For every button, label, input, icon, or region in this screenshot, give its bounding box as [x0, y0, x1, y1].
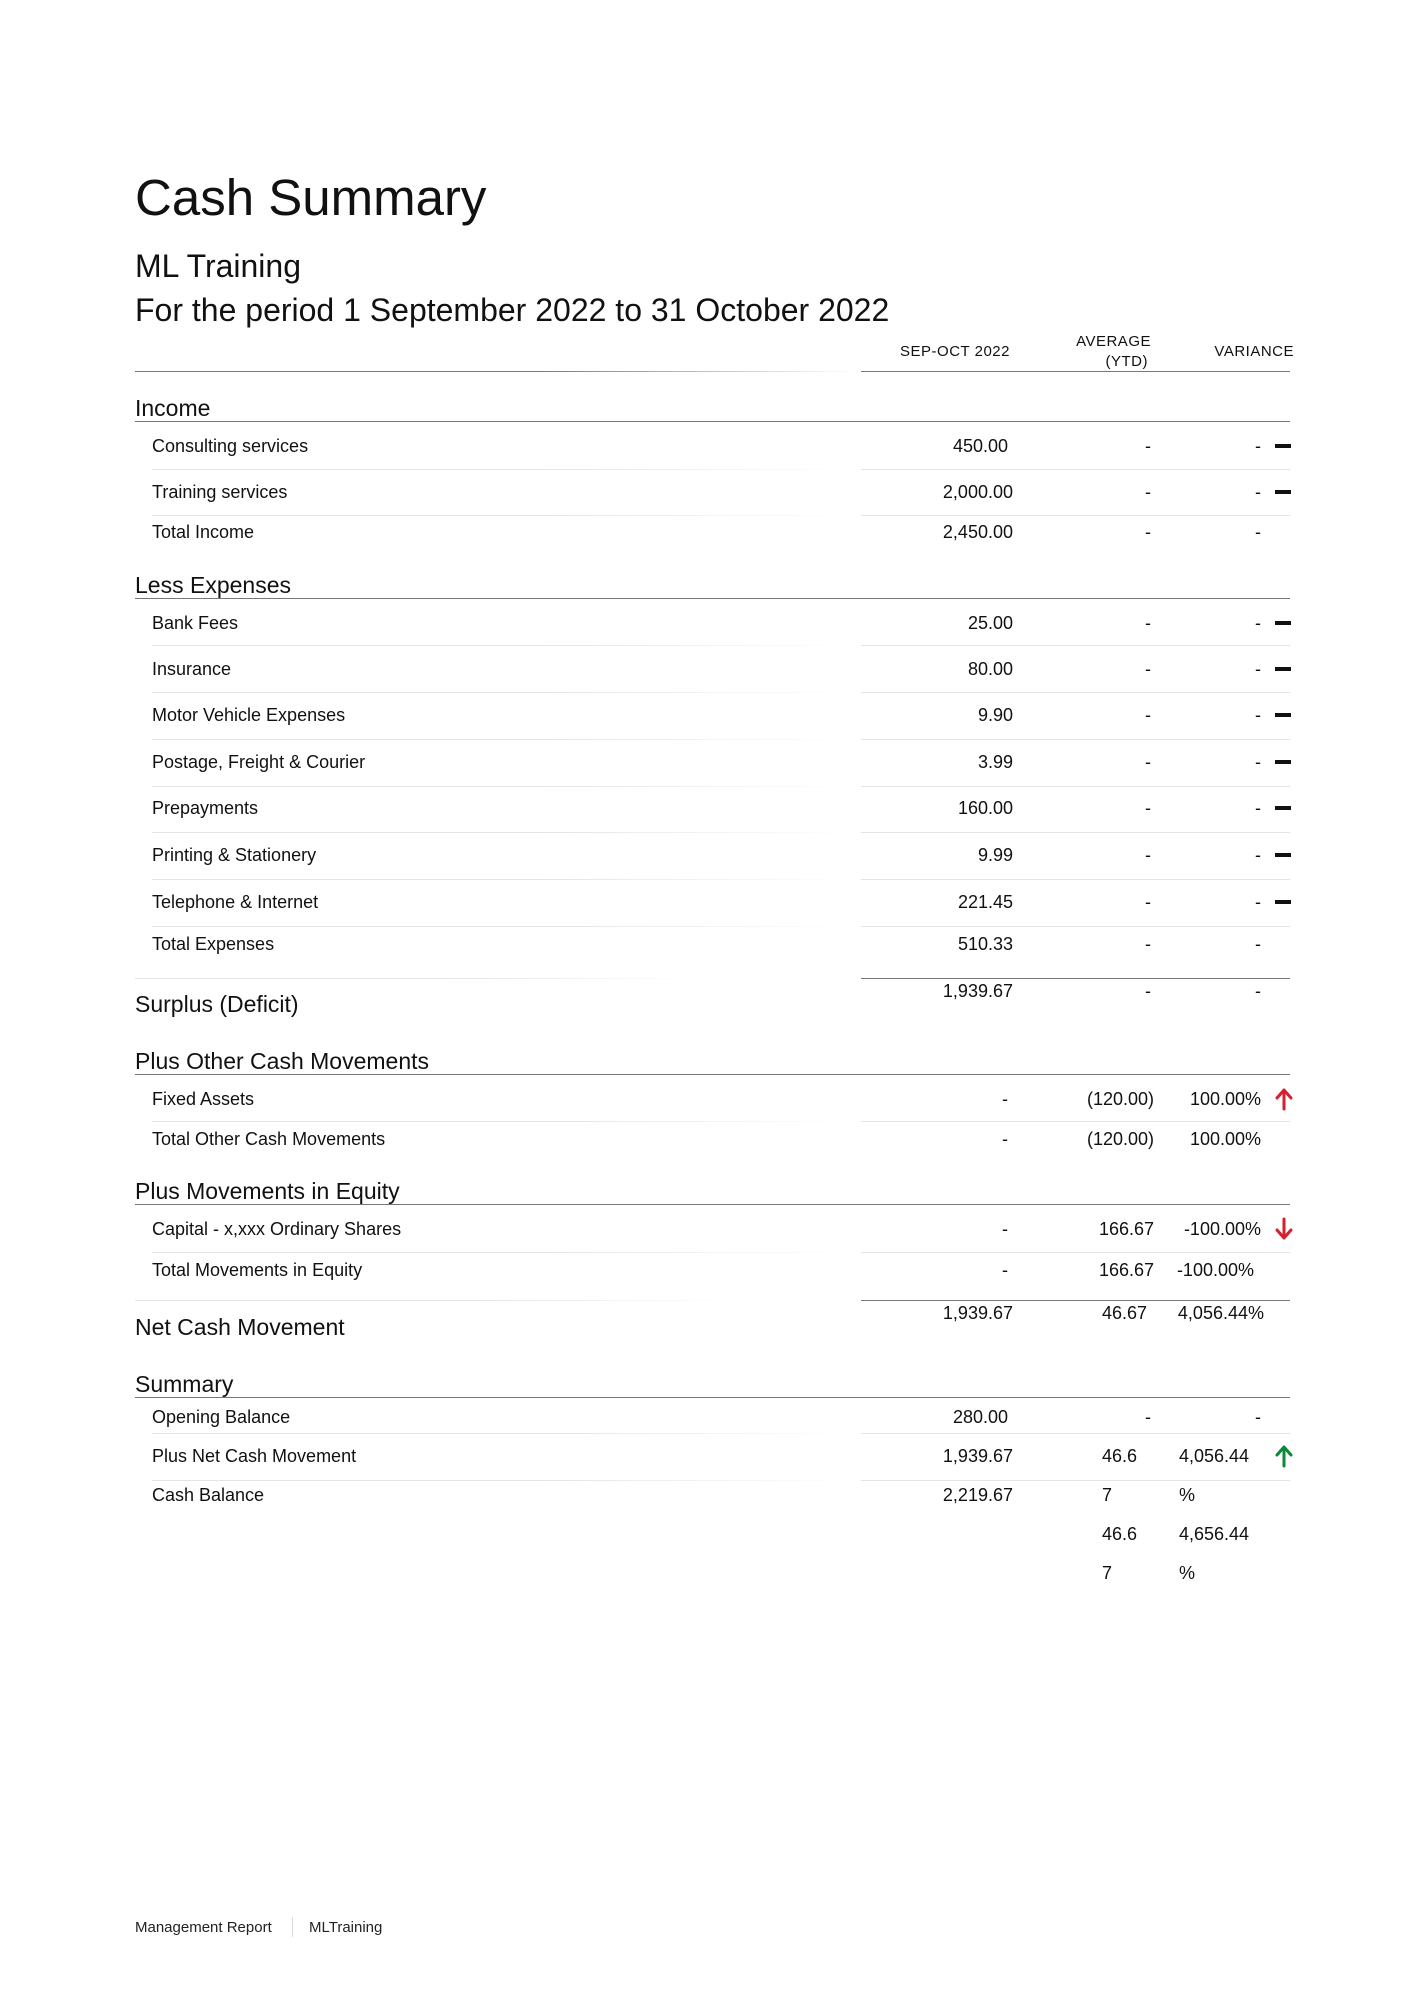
row-average-value: -: [1145, 613, 1151, 633]
plus-net-cash-average-value: 46.6: [1102, 1446, 1138, 1466]
total-period-value: 510.33: [957, 934, 1013, 954]
section-heading-equity: Plus Movements in Equity: [135, 1178, 400, 1204]
row-label: Training services: [152, 482, 288, 502]
row-variance-value: -: [1255, 436, 1261, 456]
row-variance-value: -: [1255, 845, 1261, 865]
row-divider: [861, 1121, 1290, 1122]
row-divider: [152, 832, 852, 833]
total-variance-value: -: [1255, 522, 1261, 542]
section-heading-summary: Summary: [135, 1371, 234, 1397]
row-divider: [152, 1480, 852, 1481]
row-average-value: -: [1145, 845, 1151, 865]
total-label: Total Expenses: [152, 934, 275, 954]
row-variance-value: -: [1255, 659, 1261, 679]
net-cash-label: Net Cash Movement: [135, 1314, 345, 1340]
total-average-value: -: [1145, 934, 1151, 954]
row-variance-value: -: [1255, 613, 1261, 633]
header-rule-right: [861, 371, 1290, 372]
row-divider: [861, 879, 1290, 880]
row-period-value: 9.99: [977, 845, 1013, 865]
row-divider: [152, 1433, 852, 1434]
row-variance-value: -: [1255, 752, 1261, 772]
section-rule-expenses: [135, 598, 1290, 599]
row-divider: [152, 1121, 852, 1122]
surplus-variance-value: -: [1255, 981, 1261, 1001]
arrow-up-icon: [1274, 1087, 1294, 1111]
row-divider: [861, 739, 1290, 740]
arrow-down-icon: [1274, 1217, 1294, 1241]
cash-balance-average-value: 46.6: [1102, 1524, 1138, 1544]
row-divider: [861, 692, 1290, 693]
row-label: Motor Vehicle Expenses: [152, 705, 346, 725]
footer-organisation: MLTraining: [309, 1919, 383, 1936]
cash-balance-variance-value: 4,656.44: [1179, 1524, 1250, 1544]
flat-dash-icon: [1275, 667, 1291, 671]
row-label: Consulting services: [152, 436, 309, 456]
page-title: Cash Summary: [135, 169, 487, 226]
total-label: Total Other Cash Movements: [152, 1129, 386, 1149]
row-label: Prepayments: [152, 798, 259, 818]
plus-net-cash-average-continued: 7: [1102, 1485, 1113, 1505]
total-variance-value: -: [1255, 934, 1261, 954]
net-cash-variance-value: 4,056.44%: [1177, 1303, 1264, 1323]
row-divider: [861, 1252, 1290, 1253]
row-divider: [152, 879, 852, 880]
column-header-variance: VARIANCE: [1214, 343, 1294, 360]
row-average-value: -: [1145, 752, 1151, 772]
flat-dash-icon: [1275, 621, 1291, 625]
row-average-value: 166.67: [1098, 1219, 1154, 1239]
section-rule-other-cash: [135, 1074, 1290, 1075]
plus-net-cash-variance-value: 4,056.44: [1179, 1446, 1250, 1466]
row-divider: [861, 645, 1290, 646]
section-rule-equity: [135, 1204, 1290, 1205]
cash-balance-period-value: 2,219.67: [942, 1485, 1013, 1505]
row-period-value: 450.00: [952, 436, 1008, 456]
section-heading-other-cash: Plus Other Cash Movements: [135, 1048, 430, 1074]
row-average-value: -: [1145, 659, 1151, 679]
total-label: Total Income: [152, 522, 255, 542]
section-rule-summary: [135, 1397, 1290, 1398]
row-average-value: -: [1145, 436, 1151, 456]
section-rule-income: [135, 421, 1290, 422]
report-period: For the period 1 September 2022 to 31 October 2022: [135, 292, 890, 328]
row-variance-value: -: [1255, 892, 1261, 912]
plus-net-cash-period-value: 1,939.67: [942, 1446, 1013, 1466]
row-variance-value: -: [1255, 482, 1261, 502]
total-period-value: -: [1002, 1260, 1008, 1280]
net-cash-period-value: 1,939.67: [942, 1303, 1013, 1323]
net-cash-rule-left: [135, 1300, 735, 1301]
row-divider: [861, 1480, 1290, 1481]
surplus-rule-left: [135, 978, 695, 979]
opening-balance-variance-value: -: [1255, 1407, 1261, 1427]
row-label: Bank Fees: [152, 613, 239, 633]
footer-report-name: Management Report: [135, 1919, 272, 1936]
cash-balance-average-continued: 7: [1102, 1563, 1113, 1583]
row-average-value: -: [1145, 892, 1151, 912]
total-period-value: 2,450.00: [942, 522, 1013, 542]
flat-dash-icon: [1275, 853, 1291, 857]
column-header-period: SEP-OCT 2022: [900, 343, 1010, 360]
plus-net-cash-variance-continued: %: [1179, 1485, 1196, 1505]
row-label: Printing & Stationery: [152, 845, 317, 865]
row-variance-value: -100.00%: [1183, 1219, 1261, 1239]
row-divider: [152, 739, 852, 740]
organisation-name: ML Training: [135, 248, 301, 284]
row-divider: [861, 832, 1290, 833]
row-variance-value: -: [1255, 705, 1261, 725]
row-divider: [152, 515, 852, 516]
total-average-value: (120.00): [1086, 1129, 1154, 1149]
flat-dash-icon: [1275, 713, 1291, 717]
row-average-value: -: [1145, 798, 1151, 818]
row-divider: [861, 515, 1290, 516]
row-period-value: 160.00: [957, 798, 1013, 818]
row-average-value: -: [1145, 705, 1151, 725]
row-period-value: -: [1002, 1219, 1008, 1239]
row-variance-value: -: [1255, 798, 1261, 818]
row-period-value: 2,000.00: [942, 482, 1013, 502]
row-average-value: (120.00): [1086, 1089, 1154, 1109]
total-label: Total Movements in Equity: [152, 1260, 363, 1280]
total-average-value: -: [1145, 522, 1151, 542]
opening-balance-label: Opening Balance: [152, 1407, 291, 1427]
section-heading-expenses: Less Expenses: [135, 572, 291, 598]
opening-balance-average-value: -: [1145, 1407, 1151, 1427]
opening-balance-period-value: 280.00: [952, 1407, 1008, 1427]
flat-dash-icon: [1275, 760, 1291, 764]
flat-dash-icon: [1275, 900, 1291, 904]
column-header-average-line1: AVERAGE: [1076, 333, 1151, 350]
row-divider: [861, 786, 1290, 787]
arrow-up-icon: [1274, 1444, 1294, 1468]
row-divider: [152, 1252, 852, 1253]
row-divider: [152, 786, 852, 787]
row-divider: [152, 692, 852, 693]
row-variance-value: 100.00%: [1189, 1089, 1261, 1109]
row-average-value: -: [1145, 482, 1151, 502]
total-variance-value: -100.00%: [1176, 1260, 1254, 1280]
row-period-value: -: [1002, 1089, 1008, 1109]
row-label: Telephone & Internet: [152, 892, 319, 912]
cash-balance-variance-continued: %: [1179, 1563, 1196, 1583]
row-period-value: 3.99: [977, 752, 1013, 772]
row-divider: [861, 926, 1290, 927]
flat-dash-icon: [1275, 806, 1291, 810]
total-average-value: 166.67: [1098, 1260, 1154, 1280]
total-variance-value: 100.00%: [1189, 1129, 1261, 1149]
column-header-average-line2: (YTD): [1105, 353, 1148, 370]
net-cash-average-value: 46.67: [1101, 1303, 1147, 1323]
surplus-average-value: -: [1145, 981, 1151, 1001]
row-divider: [152, 469, 852, 470]
row-period-value: 221.45: [957, 892, 1013, 912]
total-period-value: -: [1002, 1129, 1008, 1149]
row-label: Insurance: [152, 659, 232, 679]
row-period-value: 25.00: [967, 613, 1013, 633]
row-label: Postage, Freight & Courier: [152, 752, 366, 772]
row-label: Capital - x,xxx Ordinary Shares: [152, 1219, 402, 1239]
cash-balance-label: Cash Balance: [152, 1485, 265, 1505]
section-heading-income: Income: [135, 395, 211, 421]
row-label: Fixed Assets: [152, 1089, 255, 1109]
flat-dash-icon: [1275, 490, 1291, 494]
row-divider: [861, 1433, 1290, 1434]
header-rule-left: [135, 371, 855, 372]
row-period-value: 80.00: [967, 659, 1013, 679]
surplus-period-value: 1,939.67: [942, 981, 1013, 1001]
flat-dash-icon: [1275, 444, 1291, 448]
row-divider: [152, 926, 852, 927]
footer-separator: [292, 1917, 293, 1937]
row-period-value: 9.90: [977, 705, 1013, 725]
surplus-label: Surplus (Deficit): [135, 991, 299, 1017]
plus-net-cash-label: Plus Net Cash Movement: [152, 1446, 357, 1466]
row-divider: [861, 469, 1290, 470]
row-divider: [152, 645, 852, 646]
